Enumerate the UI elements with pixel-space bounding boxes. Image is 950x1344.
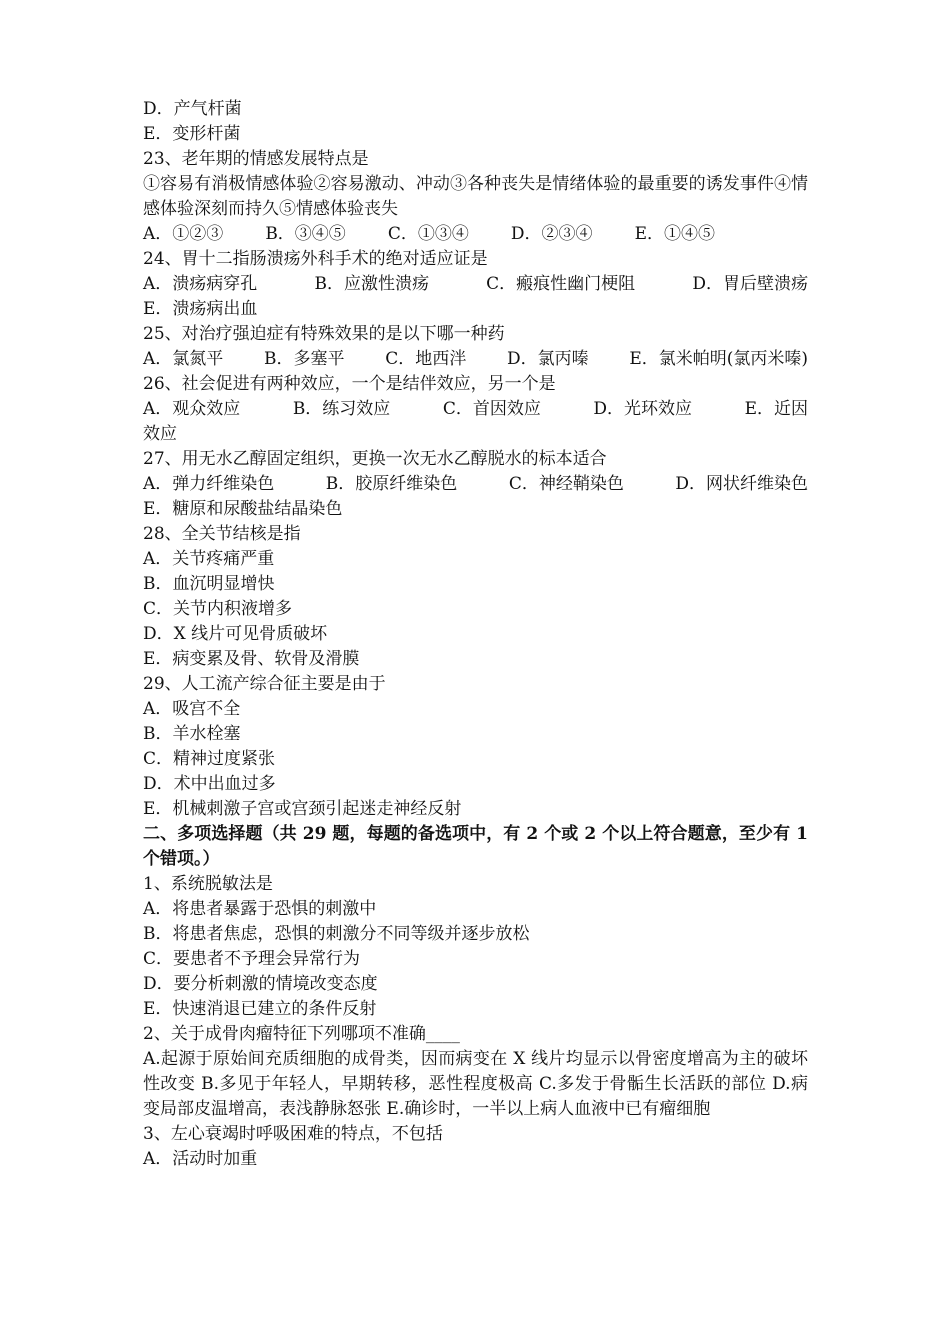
option-b: B．练习效应 (292, 399, 391, 419)
option-b: B．多塞平 (264, 349, 345, 369)
option-d: D．网状纤维染色 (675, 474, 808, 494)
question-24-options (143, 272, 808, 297)
option-c: C．瘢痕性幽门梗阻 (486, 274, 636, 294)
document-page (143, 97, 808, 1172)
question-27-options (143, 472, 808, 497)
option-d: D．光环效应 (593, 399, 693, 419)
option-line: E．病变累及骨、软骨及滑膜 (143, 649, 360, 669)
option-a: A．溃疡病穿孔 (143, 274, 258, 294)
option-line: E．溃疡病出血 (143, 299, 258, 319)
option-line: E．变形杆菌 (143, 124, 241, 144)
option-c: C．首因效应 (442, 399, 541, 419)
question-23: 23、老年期的情感发展特点是 (143, 149, 369, 169)
option-c: C．地西泮 (385, 349, 467, 369)
option-line: E．糖原和尿酸盐结晶染色 (143, 499, 343, 519)
option-line: D．要分析刺激的情境改变态度 (143, 974, 378, 994)
question-23-options (143, 222, 715, 247)
multi-question-2: 2、关于成骨肉瘤特征下列哪项不准确____ (143, 1024, 460, 1044)
option-line: D．产气杆菌 (143, 99, 242, 119)
option-b: B．应激性溃疡 (314, 274, 429, 294)
question-26-options (143, 397, 808, 422)
option-a: A．弹力纤维染色 (143, 474, 275, 494)
option-line: C．要患者不予理会异常行为 (143, 949, 361, 969)
section-heading: 二、多项选择题（共 29 题，每题的备选项中，有 2 个或 2 个以上符合题意，至少有 1 个错项。） (143, 824, 808, 869)
option-a: A．①②③ (143, 224, 224, 244)
option-d: D．胃后壁溃疡 (692, 274, 808, 294)
option-e: E．①④⑤ (634, 224, 715, 244)
question-26: 26、社会促进有两种效应，一个是结伴效应，另一个是 (143, 374, 556, 394)
option-line: C．关节内积液增多 (143, 599, 293, 619)
option-c: C．神经鞘染色 (508, 474, 624, 494)
question-29: 29、人工流产综合征主要是由于 (143, 674, 386, 694)
option-line: A．关节疼痛严重 (143, 549, 275, 569)
option-line: D．X 线片可见骨质破坏 (143, 624, 328, 644)
option-b: B．胶原纤维染色 (325, 474, 458, 494)
option-line: E．机械刺激子宫或宫颈引起迷走神经反射 (143, 799, 462, 819)
question-25: 25、对治疗强迫症有特殊效果的是以下哪一种药 (143, 324, 505, 344)
option-d: D．②③④ (510, 224, 593, 244)
question-28: 28、全关节结核是指 (143, 524, 301, 544)
multi-question-3: 3、左心衰竭时呼吸困难的特点，不包括 (143, 1124, 443, 1144)
option-d: D．氯丙嗪 (506, 349, 589, 369)
option-a: A．观众效应 (143, 399, 241, 419)
question-25-options (143, 347, 808, 372)
option-line: C．精神过度紧张 (143, 749, 276, 769)
option-line: B．血沉明显增快 (143, 574, 275, 594)
multi-question-1: 1、系统脱敏法是 (143, 874, 273, 894)
option-b: B．③④⑤ (265, 224, 346, 244)
question-23-statements: ①容易有消极情感体验②容易激动、冲动③各种丧失是情绪体验的最重要的诱发事件④情感体验深刻而持久⑤情感体验丧失 (143, 174, 808, 219)
option-e: E．氯米帕明(氯丙米嗪) (629, 349, 808, 369)
question-27: 27、用无水乙醇固定组织，更换一次无水乙醇脱水的标本适合 (143, 449, 607, 469)
option-line: A．活动时加重 (143, 1149, 258, 1169)
option-line: A．将患者暴露于恐惧的刺激中 (143, 899, 377, 919)
option-line: D．术中出血过多 (143, 774, 276, 794)
option-continuation: 效应 (143, 424, 177, 444)
option-e: E．近因 (744, 399, 808, 419)
option-line: A．吸宫不全 (143, 699, 241, 719)
multi-question-2-options: A.起源于原始间充质细胞的成骨类，因而病变在 X 线片均显示以骨密度增高为主的破坏性改变 B.多见于年轻人，早期转移，恶性程度极高 C.多发于骨骺生长活跃的部位 D.病变局部皮温增高，表浅静脉怒张 E.确诊时，一半以上病人血液中已有瘤细胞 (143, 1049, 808, 1119)
option-line: E．快速消退已建立的条件反射 (143, 999, 377, 1019)
option-a: A．氯氮平 (143, 349, 224, 369)
option-c: C．①③④ (387, 224, 469, 244)
option-line: B．羊水栓塞 (143, 724, 241, 744)
option-line: B．将患者焦虑，恐惧的刺激分不同等级并逐步放松 (143, 924, 530, 944)
question-24: 24、胃十二指肠溃疡外科手术的绝对适应证是 (143, 249, 488, 269)
